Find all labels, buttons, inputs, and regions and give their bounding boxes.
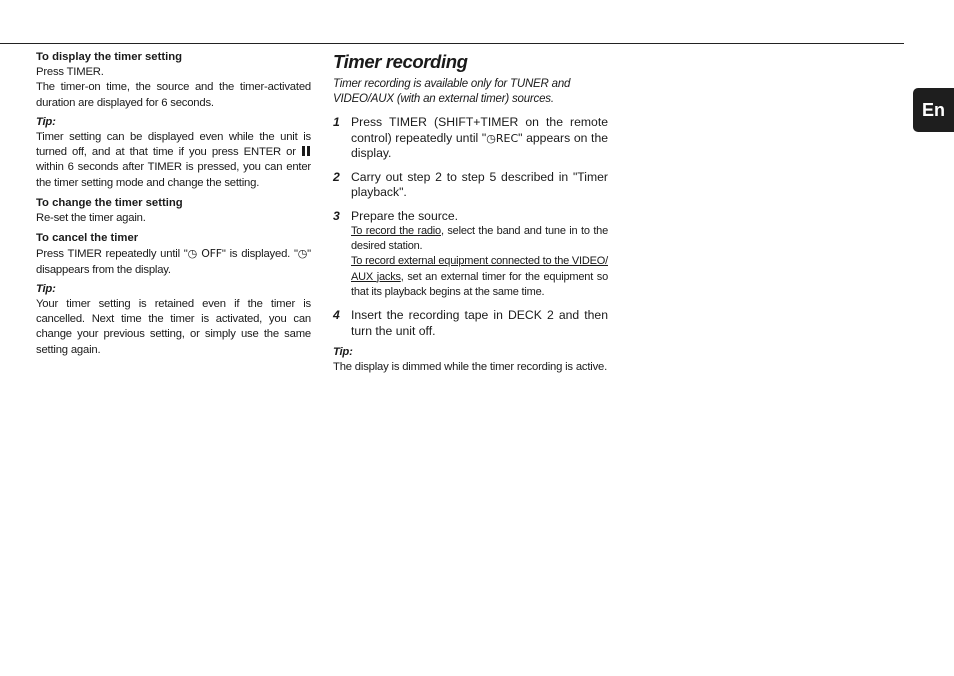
tip-label: Tip: <box>36 282 56 295</box>
tip-display-setting <box>36 130 311 191</box>
step-2 <box>333 170 608 201</box>
step-number: 2 <box>333 169 340 184</box>
step-number: 4 <box>333 308 340 323</box>
step-text-part: Press TIMER (SHIFT+TIMER on the remote control) repeatedly until " <box>351 115 608 145</box>
step-3-radio-note <box>351 224 608 254</box>
change-timer-text: Re-set the timer again. <box>36 212 146 225</box>
pause-icon-bar <box>307 146 310 156</box>
tip-text-part: within 6 seconds after TIMER is pressed, you can enter the timer setting mode and change the setting. <box>36 161 311 189</box>
display-timer-heading: To display the timer setting <box>36 51 183 63</box>
display-timer-description: The timer-on time, the source and the timer-activated duration are displayed for 6 seconds. <box>36 81 311 109</box>
cancel-timer-text <box>36 246 311 277</box>
step-text-part: " appears on the display. <box>351 130 608 160</box>
step-text: Prepare the source. <box>351 208 459 223</box>
cancel-timer-heading: To cancel the timer <box>36 232 139 245</box>
tip-label: Tip: <box>36 115 56 128</box>
section-title: Timer recording <box>333 51 468 72</box>
tip-display-dimmed: The display is dimmed while the timer recording is active. <box>333 361 608 374</box>
step-1 <box>333 115 608 162</box>
language-tab: En <box>913 88 954 132</box>
underlined-text: To record external equipment connected to the VIDEO/ AUX jacks <box>351 255 608 283</box>
note-text: , select the band and tune in to the desired station. <box>351 225 609 253</box>
step-4 <box>333 308 608 339</box>
step-text: Carry out step 2 to step 5 described in "Timer playback". <box>351 169 608 199</box>
right-column <box>333 50 608 375</box>
step-number: 1 <box>333 115 340 129</box>
top-rule <box>0 43 904 44</box>
underlined-text: To record the radio <box>351 225 441 237</box>
step-text: Insert the recording tape in DECK 2 and then turn the unit off. <box>351 308 608 338</box>
tip-label: Tip: <box>333 346 353 359</box>
cancel-text-part: Press TIMER repeatedly until " <box>36 248 188 261</box>
step-3 <box>333 209 608 301</box>
display-timer-step: Press TIMER. <box>36 66 104 79</box>
left-column <box>36 50 311 358</box>
cancel-text-part: " disappears from the display. <box>36 248 311 276</box>
section-intro: Timer recording is available only for TUNER and VIDEO/AUX (with an external timer) sources. <box>333 78 571 105</box>
timer-off-display: ◷ OFF <box>187 247 222 261</box>
tip-text-part: Timer setting can be displayed even while the unit is turned off, and at that time if you press ENTER or <box>36 131 311 159</box>
cancel-text-part: " is displayed. " <box>221 248 298 261</box>
step-3-external-note <box>351 254 608 300</box>
change-timer-heading: To change the timer setting <box>36 196 183 209</box>
tip-timer-retained: Your timer setting is retained even if the timer is cancelled. Next time the timer is activated, you can change your previous setting, or simply use the same setting again. <box>36 298 311 356</box>
timer-clock-icon: ◷ <box>297 247 308 261</box>
pause-icon <box>302 146 305 156</box>
timer-rec-display: ◷REC <box>486 131 519 145</box>
step-number: 3 <box>333 208 340 223</box>
note-text: , set an external timer for the equipment so that its playback begins at the same time. <box>351 270 608 298</box>
